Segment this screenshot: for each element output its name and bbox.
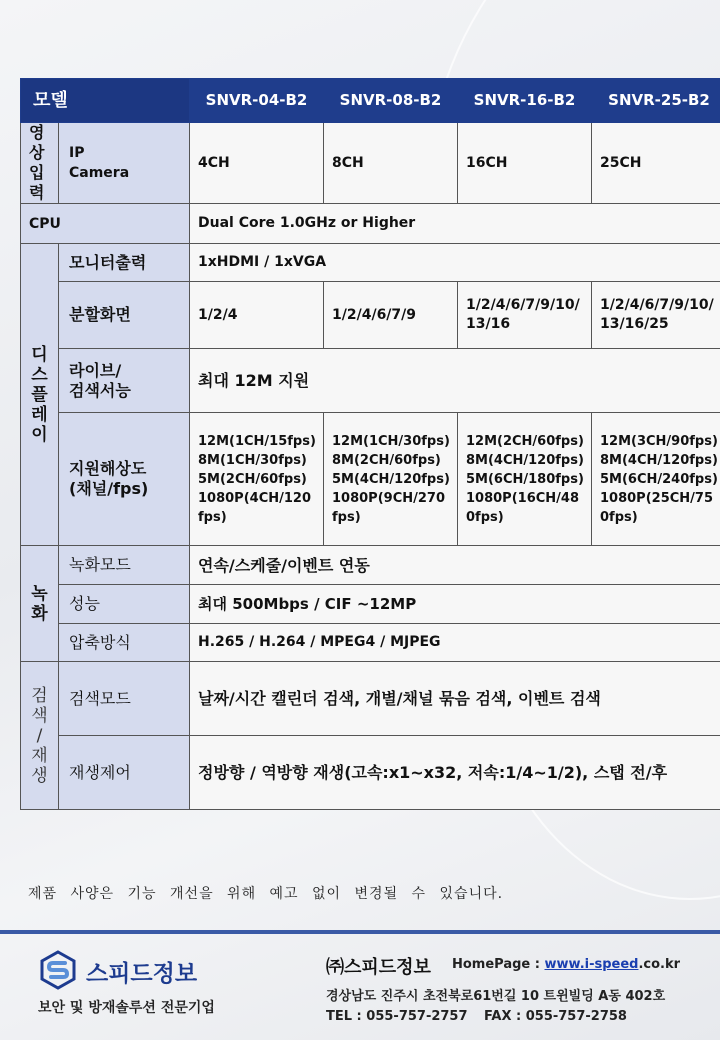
video-input-row bbox=[21, 123, 720, 204]
company-tagline: 보안 및 방재솔루션 전문기업 bbox=[38, 1000, 215, 1016]
split-value: 1/2/4/6/7/9/10/13/16/25 bbox=[592, 282, 720, 349]
playback-control-label: 재생제어 bbox=[59, 736, 190, 810]
recording-mode-label: 녹화모드 bbox=[59, 546, 190, 585]
split-value: 1/2/4/6/7/9/10/13/16 bbox=[458, 282, 592, 349]
cpu-label: CPU bbox=[21, 204, 190, 244]
resolution-row bbox=[21, 413, 720, 546]
speed-logo-icon bbox=[38, 950, 78, 990]
compression-value: H.265 / H.264 / MPEG4 / MJPEG bbox=[190, 624, 720, 662]
search-mode-row bbox=[21, 662, 720, 736]
live-row bbox=[21, 349, 720, 413]
recording-mode-row bbox=[21, 546, 720, 585]
resolution-cell: 12M(1CH/30fps) 8M(2CH/60fps) 5M(4CH/120fps) 1080P(9CH/270fps) bbox=[324, 413, 458, 546]
company-name: ㈜스피드정보 bbox=[326, 957, 431, 978]
recording-mode-value: 연속/스케줄/이벤트 연동 bbox=[190, 546, 720, 585]
homepage-suffix: .co.kr bbox=[638, 957, 681, 972]
cpu-value: Dual Core 1.0GHz or Higher bbox=[190, 204, 720, 244]
compression-row bbox=[21, 624, 720, 662]
model-header-row bbox=[21, 79, 720, 123]
video-input-category: 영상 입력 bbox=[21, 123, 59, 204]
split-value: 1/2/4 bbox=[190, 282, 324, 349]
monitor-output-value: 1xHDMI / 1xVGA bbox=[190, 244, 720, 282]
channel-count: 16CH bbox=[458, 123, 592, 204]
cpu-row bbox=[21, 204, 720, 244]
live-search-value: 최대 12M 지원 bbox=[190, 349, 720, 413]
model-name: SNVR-08-B2 bbox=[324, 79, 458, 123]
monitor-row bbox=[21, 244, 720, 282]
compression-label: 압축방식 bbox=[59, 624, 190, 662]
spec-change-notice: 제품 사양은 기능 개선을 위해 예고 없이 변경될 수 있습니다. bbox=[28, 886, 504, 902]
performance-label: 성능 bbox=[59, 585, 190, 624]
homepage bbox=[452, 957, 680, 972]
search-mode-label: 검색모드 bbox=[59, 662, 190, 736]
model-label: 모델 bbox=[21, 79, 190, 123]
split-row bbox=[21, 282, 720, 349]
split-value: 1/2/4/6/7/9 bbox=[324, 282, 458, 349]
resolution-label: 지원해상도 (채널/fps) bbox=[59, 413, 190, 546]
channel-count: 25CH bbox=[592, 123, 720, 204]
split-screen-label: 분할화면 bbox=[59, 282, 190, 349]
telephone: TEL : 055-757-2757 bbox=[326, 1009, 468, 1024]
live-search-label: 라이브/ 검색서능 bbox=[59, 349, 190, 413]
channel-count: 8CH bbox=[324, 123, 458, 204]
playback-row bbox=[21, 736, 720, 810]
performance-value: 최대 500Mbps / CIF ~12MP bbox=[190, 585, 720, 624]
recording-category: 녹 화 bbox=[21, 546, 59, 662]
logo-text: 스피드정보 bbox=[86, 961, 198, 987]
search-category: 검 색 / 재 생 bbox=[21, 662, 59, 810]
performance-row bbox=[21, 585, 720, 624]
model-name: SNVR-16-B2 bbox=[458, 79, 592, 123]
monitor-output-label: 모니터출력 bbox=[59, 244, 190, 282]
search-mode-value: 날짜/시간 캘린더 검색, 개별/채널 묶음 검색, 이벤트 검색 bbox=[190, 662, 720, 736]
resolution-cell: 12M(1CH/15fps) 8M(1CH/30fps) 5M(2CH/60fps) 1080P(4CH/120fps) bbox=[190, 413, 324, 546]
homepage-label: HomePage : bbox=[452, 957, 545, 972]
playback-control-value: 정방향 / 역방향 재생(고속:x1~x32, 저속:1/4~1/2), 스탭 전/후 bbox=[190, 736, 720, 810]
resolution-cell: 12M(3CH/90fps) 8M(4CH/120fps) 5M(6CH/240fps) 1080P(25CH/750fps) bbox=[592, 413, 720, 546]
fax: FAX : 055-757-2758 bbox=[484, 1009, 627, 1024]
model-name: SNVR-04-B2 bbox=[190, 79, 324, 123]
spec-table bbox=[20, 78, 720, 810]
display-category: 디 스 플 레 이 bbox=[21, 244, 59, 546]
channel-count: 4CH bbox=[190, 123, 324, 204]
footer-divider bbox=[0, 930, 720, 934]
model-name: SNVR-25-B2 bbox=[592, 79, 720, 123]
homepage-link[interactable]: www.i-speed bbox=[544, 957, 639, 972]
ip-camera-label: IP Camera bbox=[59, 123, 190, 204]
resolution-cell: 12M(2CH/60fps) 8M(4CH/120fps) 5M(6CH/180fps) 1080P(16CH/480fps) bbox=[458, 413, 592, 546]
company-address: 경상남도 진주시 초전북로61번길 10 트윈빌딩 A동 402호 bbox=[326, 989, 666, 1004]
